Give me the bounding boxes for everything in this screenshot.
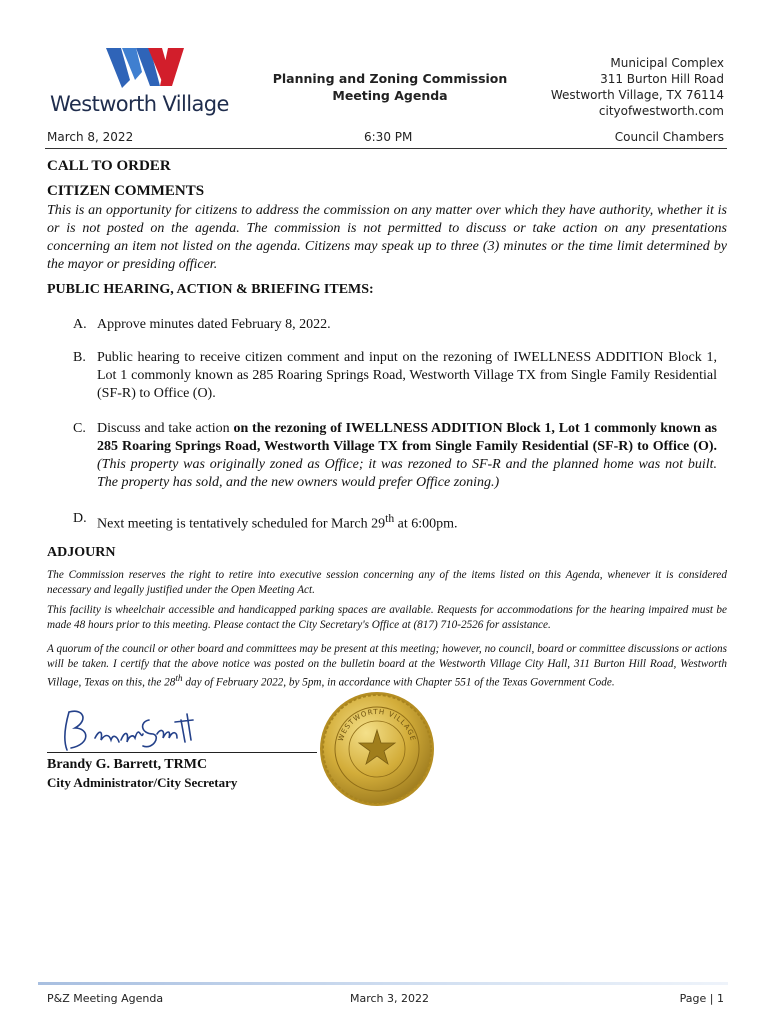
item-label: C.: [73, 421, 86, 436]
ordinal-suffix: th: [175, 674, 183, 684]
address-line: Municipal Complex: [610, 56, 724, 70]
agenda-item-d: [73, 510, 717, 534]
executive-session-notice: The Commission reserves the right to retire into executive session concerning any of the items listed on this Agenda, whenever it is considered necessary and legally justified under the Open Meeting Act.: [47, 569, 727, 596]
meeting-date: March 8, 2022: [47, 130, 134, 144]
page-number: Page | 1: [679, 992, 724, 1005]
footer-divider: [38, 982, 728, 985]
logo-wordmark: Westworth Village: [50, 92, 229, 116]
address-line: 311 Burton Hill Road: [600, 72, 724, 86]
notice-text: A quorum of the council or other board and committees may be present at this meeting; however, no council, board or committee discussions or actions will be taken. I certify that the above notice was posted on the bulletin board at the Westworth Village City Hall, 311 Burton Hill Road, Westworth Village, Texas on this, the 28: [47, 643, 727, 689]
citizen-comments-text: This is an opportunity for citizens to address the commission on any matter over which they have authority, whether it is or is not posted on the agenda. The commission is not permitted to discuss or take action on any presentations concerning an item not listed on the agenda. Citizens may speak up to three (3) minutes or the time limit determined by the mayor or presiding officer.: [47, 203, 727, 272]
agenda-item-c: [73, 420, 717, 492]
header-divider: [45, 148, 727, 149]
citizen-comments-heading: CITIZEN COMMENTS: [47, 183, 205, 199]
agenda-item-a: [73, 316, 717, 334]
footer-document-name: P&Z Meeting Agenda: [47, 992, 164, 1005]
handwritten-signature: [55, 700, 215, 760]
item-label: A.: [73, 317, 87, 332]
public-hearing-heading: PUBLIC HEARING, ACTION & BRIEFING ITEMS:: [47, 282, 374, 297]
website-link[interactable]: cityofwestworth.com: [598, 104, 724, 118]
meeting-location: Council Chambers: [614, 130, 724, 144]
footer-date: March 3, 2022: [350, 992, 430, 1005]
item-text: Public hearing to receive citizen comment and input on the rezoning of IWELLNESS ADDITION Block 1, Lot 1 commonly known as 285 Roaring Springs Road, Westworth Village TX from Single Family Residential (SF-R) to Office (O).: [97, 350, 717, 401]
seal-text: WESTWORTH VILLAGE: [336, 707, 418, 743]
signature-line: [47, 752, 317, 753]
item-text-bold: on the rezoning of IWELLNESS ADDITION Block 1, Lot 1 commonly known as 285 Roaring Springs Road, Westworth Village TX from Single Family Residential (SF-R) to Office (O).: [97, 421, 717, 454]
adjourn-heading: ADJOURN: [47, 545, 116, 560]
item-label: B.: [73, 350, 86, 365]
item-text: Next meeting is tentatively scheduled for March 29: [97, 516, 386, 532]
official-seal-icon: [318, 690, 436, 808]
commission-name: Planning and Zoning Commission: [272, 71, 508, 86]
item-text: Approve minutes dated February 8, 2022.: [97, 317, 331, 332]
item-text: Discuss and take action: [97, 421, 234, 436]
signer-name: Brandy G. Barrett, TRMC: [47, 757, 208, 772]
accessibility-notice: This facility is wheelchair accessible and handicapped parking spaces are available. Requests for accommodations for the hearing impaired must be made 48 hours prior to this meeting. Please contact the City Secretary's Office at (817) 710-2526 for assistance.: [47, 604, 727, 631]
agenda-item-b: [73, 349, 717, 403]
notice-text: day of February 2022, by 5pm, in accordance with Chapter 551 of the Texas Government Code.: [182, 676, 615, 689]
call-to-order-heading: CALL TO ORDER: [47, 158, 171, 174]
item-note: (This property was originally zoned as Office; it was rezoned to SF-R and the planned home was not built. The property has sold, and the new owners would prefer Office zoning.): [97, 457, 717, 490]
ordinal-suffix: th: [385, 512, 395, 525]
item-text: at 6:00pm.: [394, 516, 458, 532]
item-label: D.: [73, 511, 87, 526]
municipal-address: [484, 55, 724, 119]
meeting-time: 6:30 PM: [364, 130, 413, 144]
signer-title: City Administrator/City Secretary: [47, 775, 238, 790]
quorum-certification: [47, 642, 727, 691]
address-line: Westworth Village, TX 76114: [550, 88, 724, 102]
agenda-label: Meeting Agenda: [332, 88, 448, 103]
